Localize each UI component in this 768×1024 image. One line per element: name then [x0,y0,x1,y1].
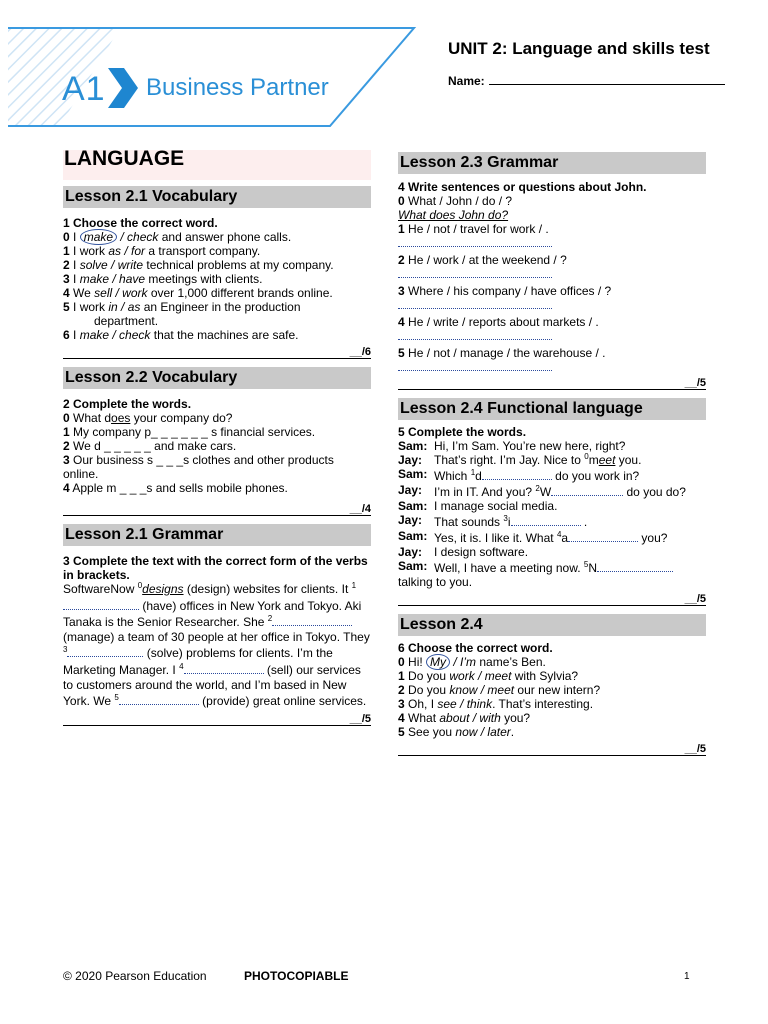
answer-blank[interactable] [597,559,673,572]
score-box: __/5 [398,593,706,606]
task-instruction: 6 Choose the correct word. [398,641,553,655]
question-item[interactable]: 3 I make / have meetings with clients. [63,272,263,286]
score-box: __/5 [398,377,706,390]
score-box: __/6 [63,346,371,359]
example-answer: oes [111,411,131,425]
question-item[interactable]: 4 We sell / work over 1,000 different brands online. [63,286,333,300]
answer-blank[interactable] [398,331,552,340]
task-instruction: 3 Complete the text with the correct form of the verbs in brackets. [63,554,368,582]
question-item[interactable]: 5 See you now / later. [398,725,515,739]
question-item: 1 He / not / travel for work / . [398,222,549,236]
dialogue-line: Sam: Which $^1$d do you work in? [398,467,640,483]
banner-frame [0,0,430,132]
section-heading: Lesson 2.1 Grammar [63,524,371,546]
section-heading: Lesson 2.2 Vocabulary [63,367,371,389]
task-instruction: 1 Choose the correct word. [63,216,218,230]
circled-answer: My [426,654,450,670]
right-column [398,152,706,764]
question-item[interactable]: 2 Do you know / meet our new intern? [398,683,601,697]
answer-blank[interactable] [398,362,552,371]
question-item: 3 Where / his company / have offices / ? [398,284,612,298]
question-item: 0 What / John / do / ? [398,194,513,208]
question-item: 4 He / write / reports about markets / . [398,315,599,329]
circled-answer: make [80,229,117,245]
score-box: __/5 [398,743,706,756]
question-item: 2 He / work / at the weekend / ? [398,253,567,267]
dialogue-line: Jay: I design software. [398,545,529,559]
answer-blank[interactable] [184,661,264,674]
answer-blank[interactable] [67,644,143,657]
dialogue-line: Jay: That sounds $^3$i . [398,513,588,529]
section-heading: Lesson 2.4 [398,614,706,636]
answer-blank[interactable] [272,613,352,626]
dialogue-line: Jay: That’s right. I’m Jay. Nice to $^0$meet you. [398,452,642,467]
example-answer: designs [142,582,184,596]
question-item[interactable]: 4 Apple m _ _ _s and sells mobile phones. [63,481,288,495]
logo-level: A1 [62,70,106,108]
name-field [448,72,725,88]
unit-title: UNIT 2: Language and skills test [448,39,710,58]
question-item[interactable]: 1 I work as / for a transport company. [63,244,261,258]
page-number: 1 [684,971,690,982]
dialogue-line: Sam: Hi, I’m Sam. You’re new here, right? [398,439,626,453]
answer-blank[interactable] [63,597,139,610]
answer-blank[interactable] [511,513,581,526]
question-item[interactable]: 3 Our business s _ _ _s clothes and other products online. [63,453,334,481]
answer-blank[interactable] [482,467,552,480]
score-box: __/4 [63,503,371,516]
dialogue-line-continued: talking to you. [398,575,473,589]
example-answer: eet [598,453,616,467]
question-item[interactable]: 2 We d _ _ _ _ _ and make cars. [63,439,237,453]
logo-name: Business Partner [146,74,329,101]
dialogue-line: Sam: I manage social media. [398,499,558,513]
example-answer: What does John do? [398,208,509,222]
question-item: 0 What does your company do? [63,411,233,425]
question-item-continued: department. [94,314,159,328]
gap-fill-text: SoftwareNow $^0$designs (design) websites for clients. It $^1$ (have) offices in New York and Tokyo. Aki Tanaka is the Senior Researcher. She $^2$ (manage) a team of 30 people at her office in Tokyo. They $^3$ (solve) problems for clients. I’m the Marketing Manager. I $^4$ (sell) our services to customers around the world, and I’m based in New York. We $^5$ (provide) great online services. [63,581,370,709]
dialogue-line: Jay: I’m in IT. And you? $^2$W do you do? [398,483,686,499]
name-label: Name: [448,74,485,88]
answer-blank[interactable] [398,300,552,309]
section-heading: Lesson 2.3 Grammar [398,152,706,174]
question-item[interactable]: 4 What about / with you? [398,711,531,725]
left-column [63,147,371,734]
section-heading: Lesson 2.1 Vocabulary [63,186,371,208]
question-item: 5 He / not / manage / the warehouse / . [398,346,606,360]
question-item[interactable]: 1 My company p_ _ _ _ _ _ s financial services. [63,425,316,439]
answer-blank[interactable] [398,269,552,278]
task-instruction: 4 Write sentences or questions about John. [398,180,647,194]
task-instruction: 5 Complete the words. [398,425,527,439]
task-instruction: 2 Complete the words. [63,397,192,411]
answer-blank[interactable] [551,483,623,496]
answer-blank[interactable] [119,692,199,705]
question-item[interactable]: 5 I work in / as an Engineer in the production [63,300,301,314]
answer-blank[interactable] [568,529,638,542]
language-heading: LANGUAGE [63,150,371,180]
question-item[interactable]: 3 Oh, I see / think. That’s interesting. [398,697,594,711]
dialogue-line: Sam: Yes, it is. I like it. What $^4$a you? [398,529,668,545]
score-box: __/5 [63,713,371,726]
question-item[interactable]: 1 Do you work / meet with Sylvia? [398,669,579,683]
question-item: 0 I make / check and answer phone calls. [63,230,292,244]
question-item: 0 Hi! My / I’m name’s Ben. [398,655,546,669]
name-blank[interactable] [489,72,725,85]
question-item[interactable]: 6 I make / check that the machines are safe. [63,328,299,342]
question-item[interactable]: 2 I solve / write technical problems at my company. [63,258,334,272]
copyright: © 2020 Pearson Education [63,969,207,983]
section-heading: Lesson 2.4 Functional language [398,398,706,420]
logo-banner [0,0,430,132]
photocopiable-label: PHOTOCOPIABLE [244,969,349,983]
dialogue-line: Sam: Well, I have a meeting now. $^5$N [398,559,706,575]
answer-blank[interactable] [398,238,552,247]
